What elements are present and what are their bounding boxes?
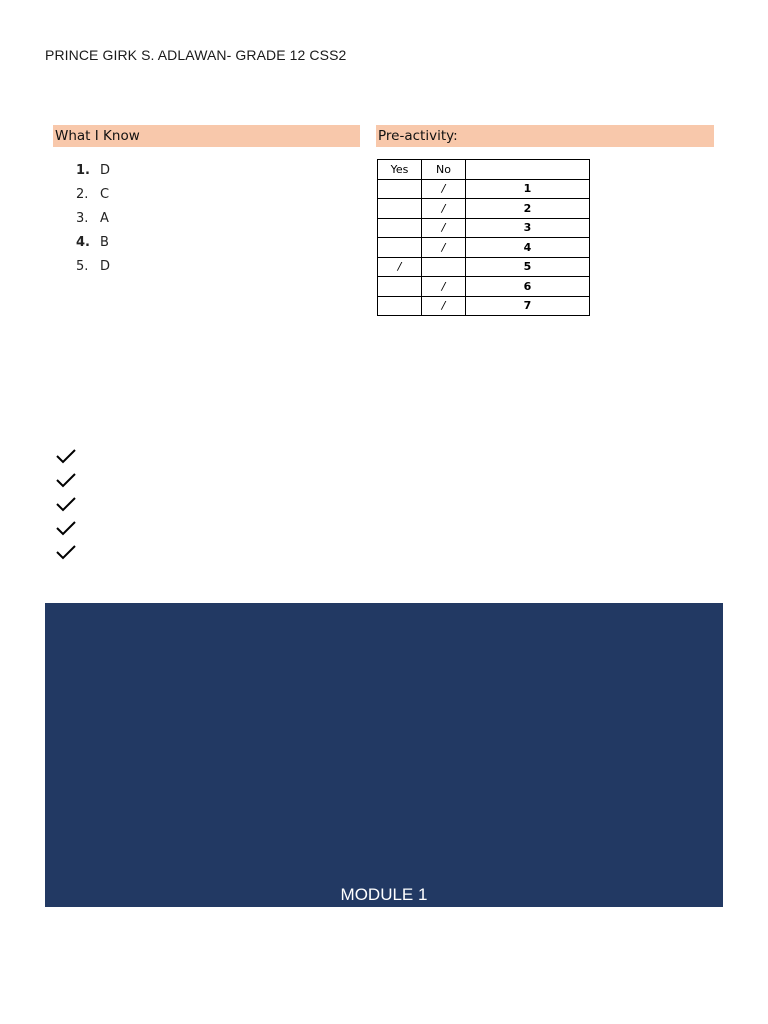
answer-number: 1.: [76, 163, 90, 178]
checkmark-icon: [55, 518, 77, 542]
no-cell: /: [422, 296, 466, 316]
yes-cell: [378, 218, 422, 238]
column-header-item: [466, 160, 590, 180]
pre-activity-header: Pre-activity:: [376, 125, 714, 147]
answer-number: 3.: [76, 211, 89, 226]
module-label: MODULE 1: [340, 885, 428, 904]
checkmark-list: [55, 446, 77, 566]
answer-item: [76, 161, 110, 185]
yes-cell: /: [378, 257, 422, 277]
no-cell: /: [422, 238, 466, 258]
yes-cell: [378, 179, 422, 199]
item-number-cell: 7: [466, 296, 590, 316]
item-number-cell: 5: [466, 257, 590, 277]
no-cell: /: [422, 199, 466, 219]
table-row: [378, 199, 590, 219]
no-cell: [422, 257, 466, 277]
answer-value: D: [100, 163, 111, 178]
yes-cell: [378, 238, 422, 258]
column-header-yes: Yes: [378, 160, 422, 180]
answer-number: 4.: [76, 235, 90, 250]
answer-value: A: [100, 211, 109, 226]
what-i-know-answer-list: [76, 161, 110, 281]
table-row: [378, 277, 590, 297]
answer-item: [76, 257, 110, 281]
checkmark-icon: [55, 494, 77, 518]
item-number-cell: 4: [466, 238, 590, 258]
no-cell: /: [422, 277, 466, 297]
yes-cell: [378, 296, 422, 316]
student-name: PRINCE GIRK S. ADLAWAN- GRADE 12 CSS2: [45, 47, 347, 63]
answer-number: 2.: [76, 187, 89, 202]
what-i-know-header: What I Know: [53, 125, 360, 147]
table-row: [378, 179, 590, 199]
table-row: [378, 238, 590, 258]
item-number-cell: 2: [466, 199, 590, 219]
table-row: [378, 257, 590, 277]
answer-value: B: [100, 235, 109, 250]
answer-number: 5.: [76, 259, 89, 274]
checkmark-icon: [55, 470, 77, 494]
answer-item: [76, 233, 110, 257]
column-header-no: No: [422, 160, 466, 180]
item-number-cell: 6: [466, 277, 590, 297]
answer-item: [76, 185, 110, 209]
table-header-row: [378, 160, 590, 180]
module-banner: [45, 603, 723, 907]
no-cell: /: [422, 179, 466, 199]
item-number-cell: 3: [466, 218, 590, 238]
yes-cell: [378, 277, 422, 297]
answer-item: [76, 209, 110, 233]
pre-activity-table: [377, 159, 590, 316]
checkmark-icon: [55, 542, 77, 566]
table-row: [378, 296, 590, 316]
yes-cell: [378, 199, 422, 219]
table-row: [378, 218, 590, 238]
answer-value: D: [100, 259, 111, 274]
item-number-cell: 1: [466, 179, 590, 199]
checkmark-icon: [55, 446, 77, 470]
answer-value: C: [100, 187, 110, 202]
no-cell: /: [422, 218, 466, 238]
